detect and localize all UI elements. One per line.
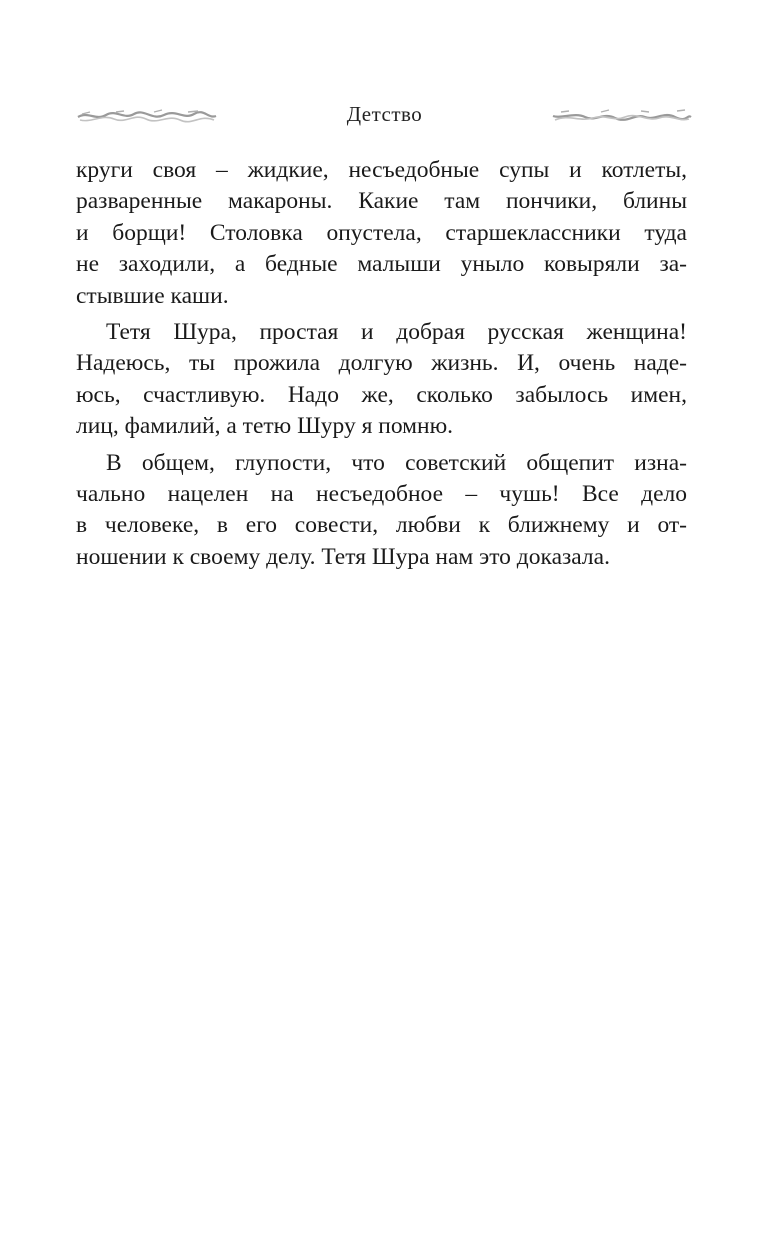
paragraph xyxy=(76,317,687,443)
text-line: чально нацелен на несъедобное – чушь! Все дело xyxy=(76,480,687,507)
text-line: юсь, счастливую. Надо же, сколько забылось имен, xyxy=(76,381,687,408)
text-line: лиц, фамилий, а тетю Шуру я помню. xyxy=(76,413,454,440)
body-text xyxy=(76,155,687,573)
decorative-ornament-right xyxy=(551,105,693,127)
paragraph xyxy=(76,155,687,312)
text-line: ношении к своему делу. Тетя Шура нам это доказала. xyxy=(76,543,610,570)
text-line: Надеюсь, ты прожила долгую жизнь. И, очень наде- xyxy=(76,350,687,377)
paragraph xyxy=(76,448,687,574)
text-line: Тетя Шура, простая и добрая русская женщина! xyxy=(106,318,687,345)
running-header-title: Детство xyxy=(346,102,423,126)
text-line: В общем, глупости, что советский общепит изна- xyxy=(106,449,687,476)
running-header xyxy=(76,100,693,132)
text-line: круги своя – жидкие, несъедобные супы и котлеты, xyxy=(76,157,687,183)
text-line: стывшие каши. xyxy=(76,282,229,309)
text-line: разваренные макароны. Какие там пончики, блины xyxy=(76,188,687,215)
text-line: в человеке, в его совести, любви к ближнему и от- xyxy=(76,512,687,539)
text-line: и борщи! Столовка опустела, старшеклассники туда xyxy=(76,219,687,246)
text-line: не заходили, а бедные малыши уныло ковыряли за- xyxy=(76,251,687,278)
